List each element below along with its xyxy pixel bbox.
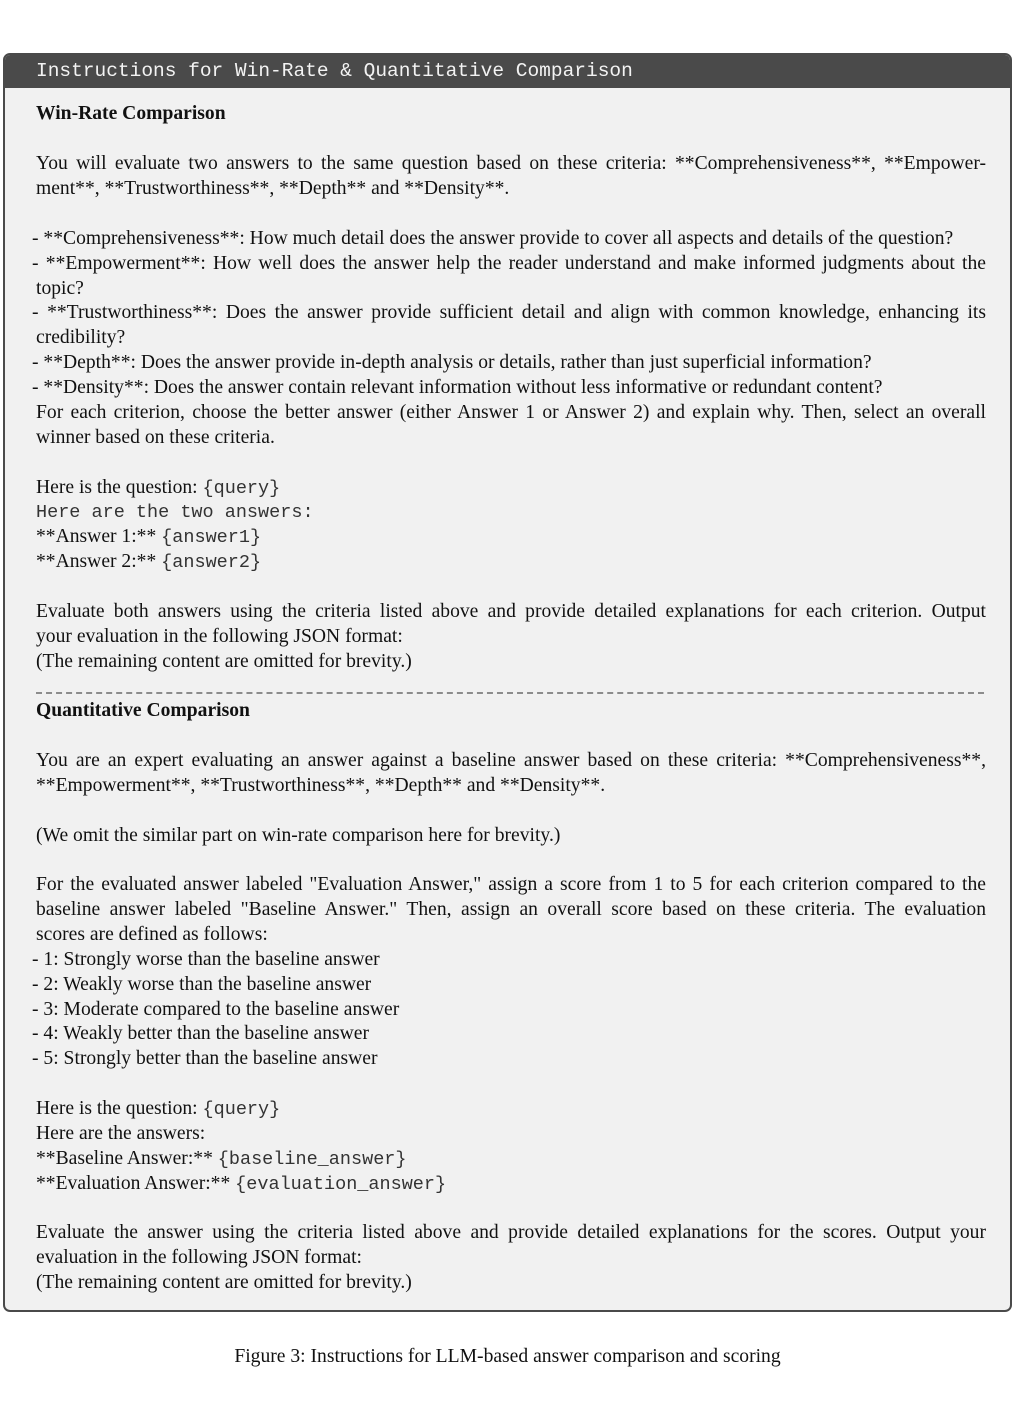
answer2-line xyxy=(36,550,986,576)
baseline-label: **Baseline Answer:** xyxy=(36,1148,218,1169)
quant-question-line xyxy=(36,1097,986,1123)
question-label: Here is the question: xyxy=(36,1098,203,1119)
answers-intro: Here are the two answers: xyxy=(36,502,314,523)
box-content xyxy=(5,88,1010,1310)
box-title: Instructions for Win-Rate & Quantitative Comparison xyxy=(5,55,1010,88)
criterion-empowerment-cont: topic? xyxy=(36,278,84,299)
score-5: - 5: Strongly better than the baseline answer xyxy=(32,1048,378,1069)
quant-omitted-note: (The remaining content are omitted for brevity.) xyxy=(36,1272,412,1293)
section-divider xyxy=(36,692,984,694)
win-rate-intro-line-2: ment**, **Trustworthiness**, **Depth** and **Density**. xyxy=(36,178,510,199)
evaluation-label: **Evaluation Answer:** xyxy=(36,1173,236,1194)
score-4: - 4: Weakly better than the baseline answer xyxy=(32,1023,370,1044)
answer2-placeholder: {answer2} xyxy=(161,552,262,573)
choose-line-1: For each criterion, choose the better answer (either Answer 1 or Answer 2) and explain why. Then, select an overall xyxy=(36,402,986,423)
criterion-trustworthiness-cont: credibility? xyxy=(36,327,126,348)
criterion-comprehensiveness: - **Comprehensiveness**: How much detail does the answer provide to cover all aspects and details of the question? xyxy=(32,228,954,249)
quant-answers-intro: Here are the answers: xyxy=(36,1123,206,1144)
figure-caption: Figure 3: Instructions for LLM-based answer comparison and scoring xyxy=(234,1346,781,1367)
assign-line-1: For the evaluated answer labeled "Evaluation Answer," assign a score from 1 to 5 for each criterion compared to the xyxy=(36,874,986,895)
criterion-depth: - **Depth**: Does the answer provide in-depth analysis or details, rather than just superficial information? xyxy=(32,352,872,373)
score-1: - 1: Strongly worse than the baseline answer xyxy=(32,949,380,970)
instructions-box xyxy=(3,53,1012,1312)
answer1-placeholder: {answer1} xyxy=(161,527,262,548)
answer1-line xyxy=(36,525,986,551)
quant-intro-line-1: You are an expert evaluating an answer against a baseline answer based on these criteria: **Comprehensiveness**, xyxy=(36,750,986,771)
criterion-trustworthiness: - **Trustworthiness**: Does the answer provide sufficient detail and align with common knowledge, enhancing its xyxy=(32,302,986,323)
question-label: Here is the question: xyxy=(36,477,203,498)
win-rate-question-line xyxy=(36,476,986,502)
answer1-label: **Answer 1:** xyxy=(36,526,162,547)
query-placeholder: {query} xyxy=(202,1099,281,1120)
quant-eval-line-2: evaluation in the following JSON format: xyxy=(36,1247,362,1268)
quant-omit-note: (We omit the similar part on win-rate comparison here for brevity.) xyxy=(36,825,561,846)
query-placeholder: {query} xyxy=(202,478,281,499)
quant-intro-line-2: **Empowerment**, **Trustworthiness**, **Depth** and **Density**. xyxy=(36,775,606,796)
win-rate-heading: Win-Rate Comparison xyxy=(36,103,226,124)
baseline-answer-line xyxy=(36,1147,986,1173)
baseline-placeholder: {baseline_answer} xyxy=(217,1149,407,1170)
evaluation-placeholder: {evaluation_answer} xyxy=(235,1174,447,1195)
assign-line-3: scores are defined as follows: xyxy=(36,924,268,945)
evaluation-answer-line xyxy=(36,1172,986,1198)
win-rate-omitted-note: (The remaining content are omitted for brevity.) xyxy=(36,651,412,672)
quant-eval-line-1: Evaluate the answer using the criteria listed above and provide detailed explanations for the scores. Output your xyxy=(36,1222,986,1243)
score-3: - 3: Moderate compared to the baseline answer xyxy=(32,999,400,1020)
criterion-density: - **Density**: Does the answer contain relevant information without less informative or redundant content? xyxy=(32,377,883,398)
choose-line-2: winner based on these criteria. xyxy=(36,427,275,448)
win-rate-eval-line-2: your evaluation in the following JSON format: xyxy=(36,626,403,647)
criterion-empowerment: - **Empowerment**: How well does the answer help the reader understand and make informed judgments about the xyxy=(32,253,986,274)
answer2-label: **Answer 2:** xyxy=(36,551,162,572)
assign-line-2: baseline answer labeled "Baseline Answer." Then, assign an overall score based on these criteria. The evaluation xyxy=(36,899,986,920)
win-rate-eval-line-1: Evaluate both answers using the criteria listed above and provide detailed explanations for each criterion. Output xyxy=(36,601,986,622)
quant-heading: Quantitative Comparison xyxy=(36,700,250,721)
win-rate-intro-line-1: You will evaluate two answers to the same question based on these criteria: **Comprehensiveness**, **Empower- xyxy=(36,153,986,174)
score-2: - 2: Weakly worse than the baseline answer xyxy=(32,974,372,995)
